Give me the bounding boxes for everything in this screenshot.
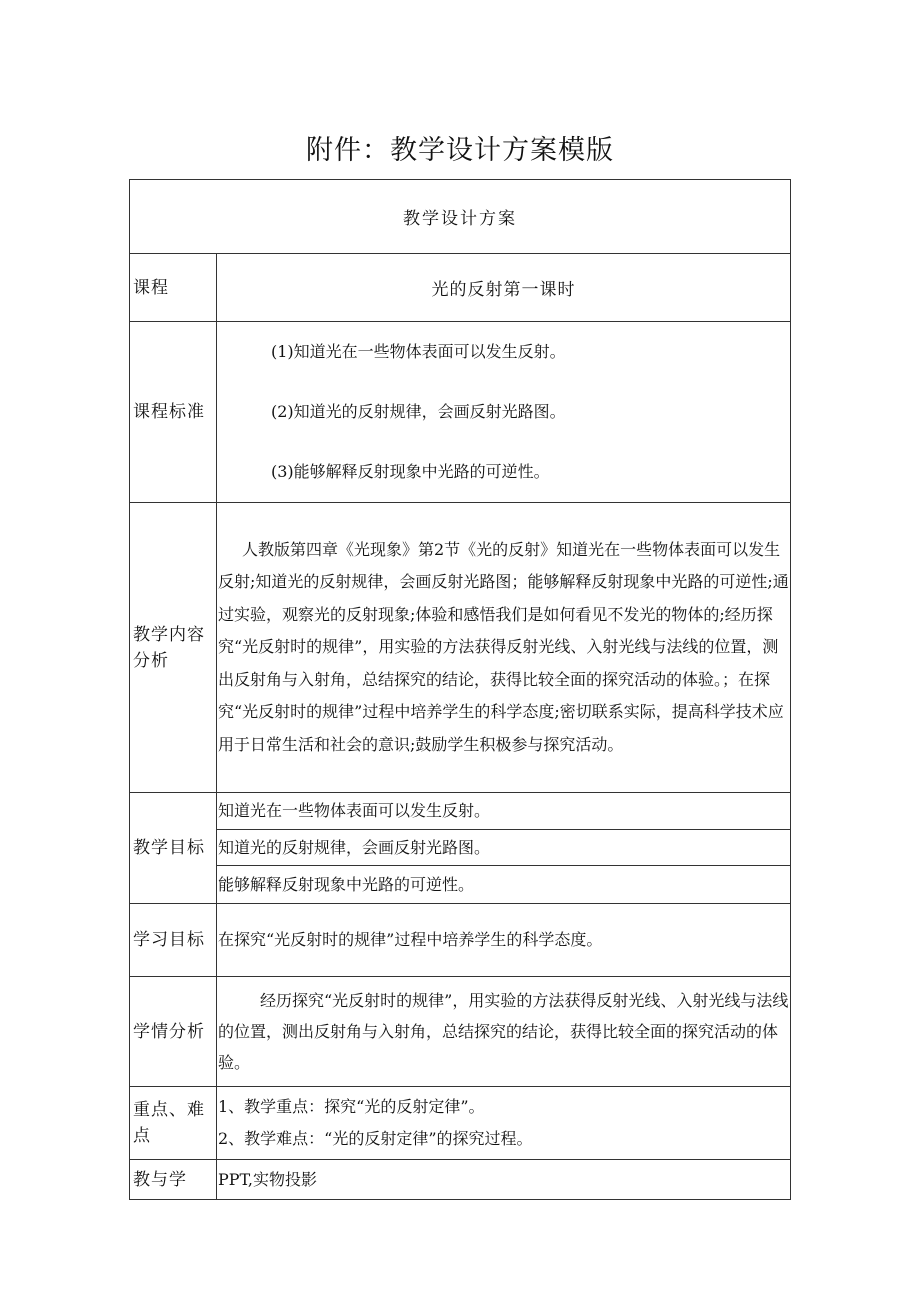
table-row	[130, 180, 791, 254]
table-row	[130, 1160, 791, 1200]
content-label: 教学内容分析	[130, 503, 217, 793]
course-label: 课程	[130, 254, 217, 322]
document-title: 附件：教学设计方案模版	[306, 135, 614, 166]
tools-label: 教与学	[130, 1160, 217, 1200]
situation-text: 经历探究“光反射时的规律”，用实验的方法获得反射光线、入射光线与法线的位置，测出反射角与入射角，总结探究的结论，获得比较全面的探究活动的体验。	[218, 991, 789, 1072]
goals-label: 教学目标	[130, 793, 217, 904]
table-row	[130, 1087, 791, 1160]
table-row	[130, 830, 791, 866]
tools-value: PPT,实物投影	[217, 1160, 791, 1200]
content-text: 人教版第四章《光现象》第2节《光的反射》知道光在一些物体表面可以发生反射;知道光的反射规律，会画反射光路图；能够解释反射现象中光路的可逆性;通过实验，观察光的反射现象;体验和感悟我们是如何看见不发光的物体的;经历探究“光反射时的规律”，用实验的方法获得反射光线、入射光线与法线的位置，测出反射角与入射角，总结探究的结论，获得比较全面的探究活动的体验。；在探究“光反射时的规律”过程中培养学生的科学态度;密切联系实际，提高科学技术应用于日常生活和社会的意识;鼓励学生积极参与探究活动。	[218, 539, 789, 754]
table-header: 教学设计方案	[130, 180, 791, 254]
standard-label: 课程标准	[130, 322, 217, 503]
keypoints-cell	[217, 1087, 791, 1160]
table-row	[130, 793, 791, 830]
learning-label: 学习目标	[130, 904, 217, 977]
goal-item: 知道光的反射规律，会画反射光路图。	[217, 830, 791, 866]
standard-cell	[217, 322, 791, 503]
list-item: (2)知道光的反射规律，会画反射光路图。	[271, 402, 566, 421]
table-row	[130, 866, 791, 904]
goal-item: 能够解释反射现象中光路的可逆性。	[217, 866, 791, 904]
list-item: (1)知道光在一些物体表面可以发生反射。	[271, 342, 566, 361]
list-item: 2、教学难点：“光的反射定律”的探究过程。	[218, 1129, 533, 1148]
lesson-plan-table	[129, 179, 791, 1200]
table-row	[130, 322, 791, 503]
learning-value: 在探究“光反射时的规律”过程中培养学生的科学态度。	[217, 904, 791, 977]
table-row	[130, 977, 791, 1087]
table-row	[130, 904, 791, 977]
keypoints-label: 重点、难点	[130, 1087, 217, 1160]
list-item: (3)能够解释反射现象中光路的可逆性。	[271, 462, 550, 481]
goal-item: 知道光在一些物体表面可以发生反射。	[217, 793, 791, 830]
table-row	[130, 254, 791, 322]
course-value: 光的反射第一课时	[217, 254, 791, 322]
content-cell	[217, 503, 791, 793]
list-item: 1、教学重点：探究“光的反射定律”。	[218, 1097, 485, 1116]
situation-label: 学情分析	[130, 977, 217, 1087]
situation-cell	[217, 977, 791, 1087]
table-row	[130, 503, 791, 793]
